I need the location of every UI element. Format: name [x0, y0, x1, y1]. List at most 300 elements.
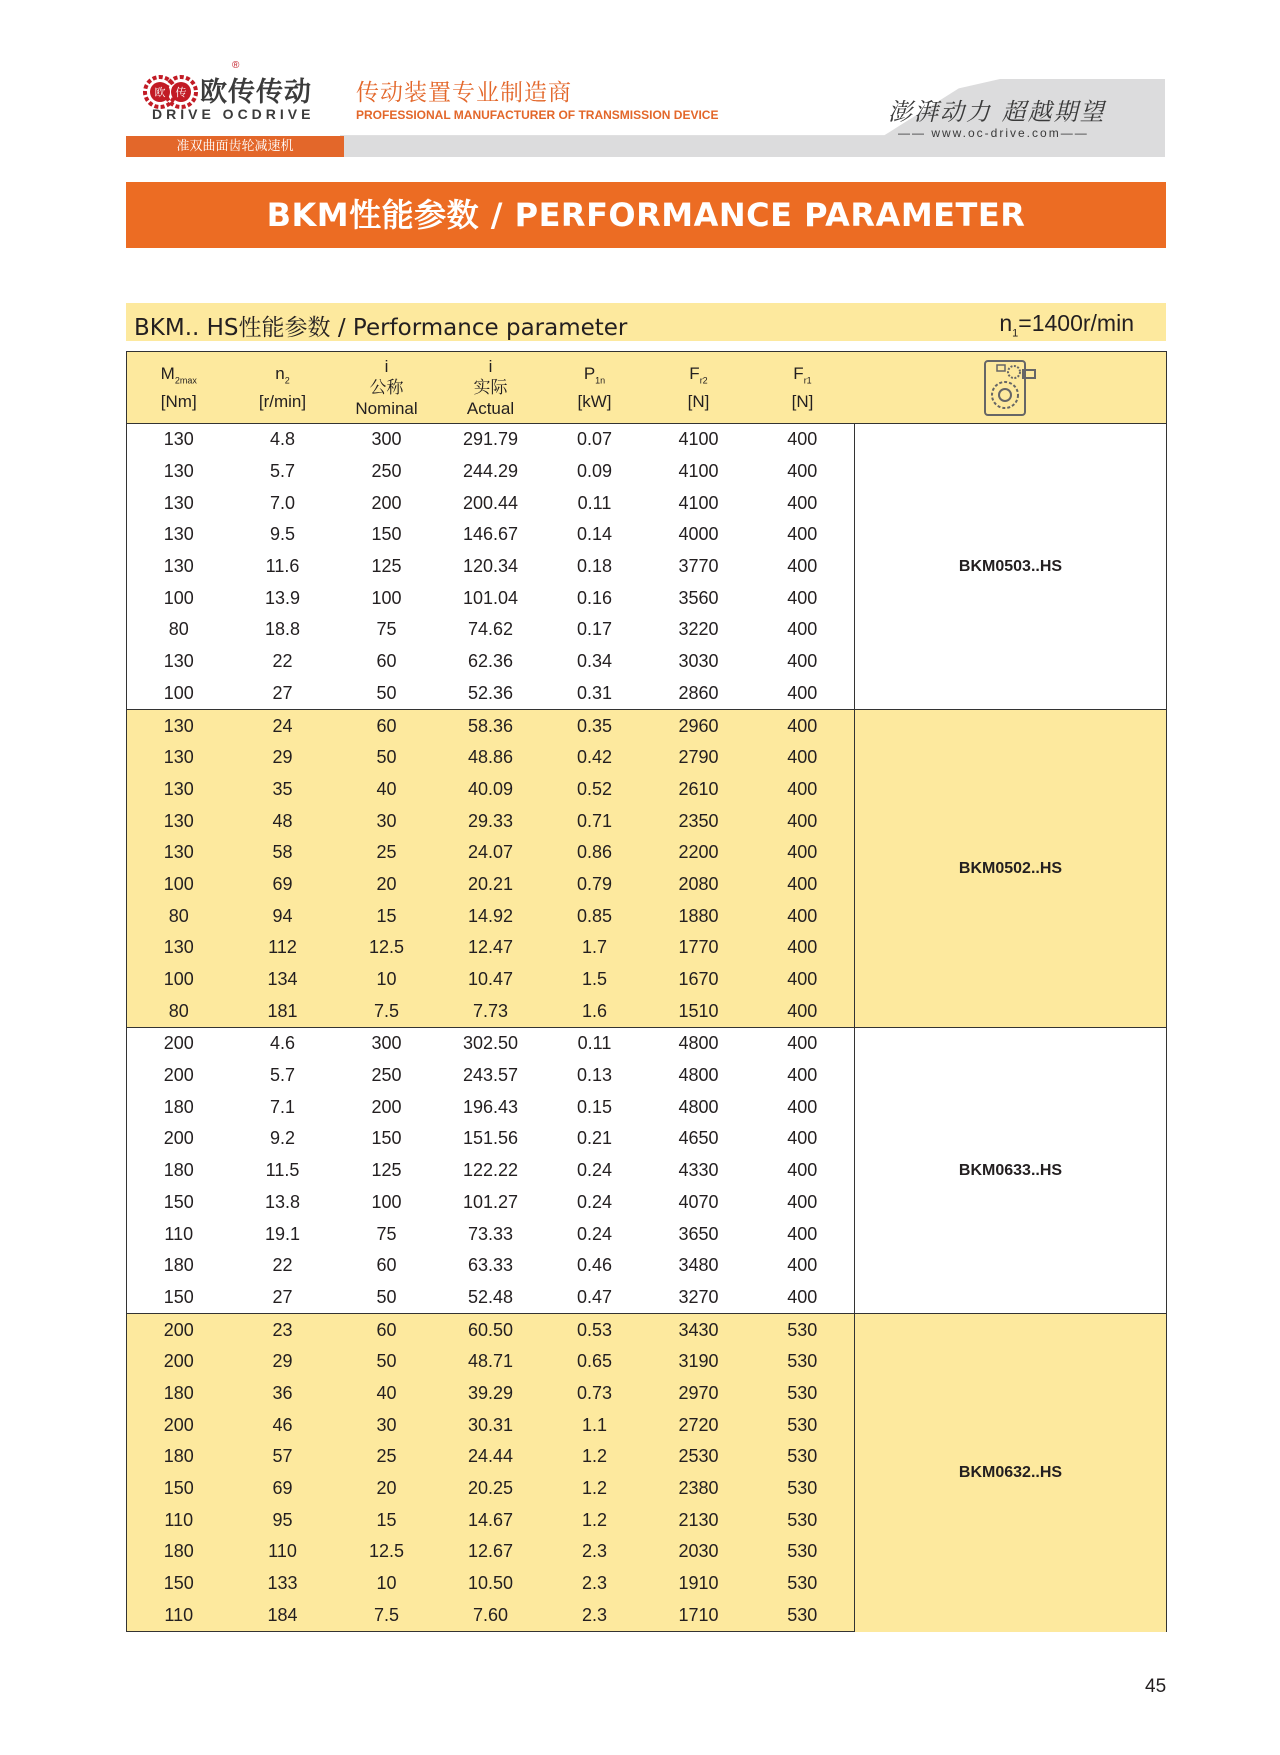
table-cell: 530	[787, 1351, 818, 1372]
table-cell: 36	[272, 1382, 293, 1403]
table-cell: 2970	[678, 1382, 719, 1403]
slogan: 澎湃动力 超越期望	[888, 98, 1106, 126]
table-cell: 400	[751, 424, 855, 456]
table-cell: 12.5	[368, 1541, 405, 1562]
table-cell: 180	[127, 1441, 231, 1473]
table-cell: 400	[787, 873, 818, 894]
subtitle-bar	[126, 303, 1166, 341]
column-header-sub: 2max	[174, 375, 197, 386]
input-speed-value: =1400r/min	[1018, 310, 1134, 336]
table-cell: 1.7	[581, 937, 608, 958]
table-cell: 180	[127, 1536, 231, 1568]
table-cell: 0.18	[576, 556, 613, 577]
table-cell: 13.8	[264, 1191, 301, 1212]
table-cell: 2350	[678, 810, 719, 831]
table-cell: 200	[371, 492, 402, 513]
page-title: BKM性能参数 / PERFORMANCE PARAMETER	[126, 182, 1166, 248]
table-cell: 48.71	[467, 1351, 514, 1372]
table-cell: 12.67	[467, 1541, 514, 1562]
table-cell: 80	[127, 614, 231, 646]
table-cell: 130	[127, 932, 231, 964]
model-label: BKM0502..HS	[855, 710, 1167, 1028]
table-cell: 63.33	[467, 1255, 514, 1276]
table-cell: 3480	[678, 1255, 719, 1276]
model-label: BKM0633..HS	[855, 1028, 1167, 1314]
column-header-unit: [kW]	[577, 392, 612, 412]
table-cell: 400	[787, 1065, 818, 1086]
table-cell: 130	[127, 646, 231, 678]
table-cell: 50	[335, 678, 439, 710]
table-cell: 4.8	[231, 424, 335, 456]
performance-table	[126, 351, 1167, 1632]
table-cell: 130	[127, 774, 231, 806]
table-cell: 100	[127, 678, 231, 710]
table-cell: 130	[127, 710, 231, 742]
table-cell: 4800	[647, 1028, 751, 1060]
table-cell: 18.8	[264, 619, 301, 640]
table-cell: 10	[376, 969, 397, 990]
svg-text:欧: 欧	[154, 86, 166, 99]
table-cell: 196.43	[462, 1096, 519, 1117]
table-cell: 101.04	[462, 587, 519, 608]
table-cell: 1.6	[543, 995, 647, 1027]
table-cell: 0.07	[543, 424, 647, 456]
table-cell: 0.24	[576, 1191, 613, 1212]
column-header-unit: [r/min]	[258, 392, 307, 412]
table-cell: 150	[371, 1128, 402, 1149]
table-cell: 4800	[678, 1096, 719, 1117]
table-cell: 110	[268, 1541, 297, 1562]
table-cell: 4100	[647, 424, 751, 456]
table-cell: 125	[371, 556, 402, 577]
column-header-unit: [N]	[791, 392, 814, 412]
table-cell: 3220	[678, 619, 719, 640]
table-row	[127, 710, 1167, 742]
table-cell: 530	[751, 1314, 855, 1346]
tagline-cn: 传动装置专业制造商	[356, 80, 572, 106]
table-cell: 39.29	[467, 1382, 514, 1403]
table-cell: 400	[751, 710, 855, 742]
table-row	[127, 1314, 1167, 1346]
table-cell: 400	[787, 1255, 818, 1276]
table-cell: 2860	[647, 678, 751, 710]
table-cell: 400	[787, 587, 818, 608]
table-cell: 22	[272, 1255, 293, 1276]
column-header-sub: 2	[284, 375, 290, 386]
table-cell: 2080	[678, 873, 719, 894]
column-header-symbol: n	[275, 363, 285, 383]
column-header-symbol: P	[583, 363, 596, 383]
table-cell: 0.14	[576, 524, 613, 545]
table-cell: 24.07	[467, 842, 514, 863]
table-cell: 0.24	[576, 1160, 613, 1181]
table-cell: 30	[376, 1414, 397, 1435]
table-cell: 0.15	[576, 1096, 613, 1117]
table-cell: 0.11	[543, 1028, 647, 1060]
table-cell: 184	[231, 1599, 335, 1631]
table-cell: 57	[272, 1446, 293, 1467]
table-cell: 48.86	[467, 747, 514, 768]
table-cell: 180	[127, 1378, 231, 1410]
table-cell: 0.31	[543, 678, 647, 710]
table-cell: 4330	[678, 1160, 719, 1181]
table-cell: 130	[127, 456, 231, 488]
table-cell: 58	[272, 842, 293, 863]
table-cell: 5.7	[269, 1065, 296, 1086]
table-cell: 2610	[678, 778, 719, 799]
table-cell: 15	[376, 905, 397, 926]
table-cell: 25	[376, 842, 397, 863]
column-header-unit: Nominal	[355, 399, 418, 418]
table-cell: 150	[127, 1568, 231, 1600]
table-cell: 0.34	[576, 651, 613, 672]
table-cell: 110	[127, 1599, 231, 1631]
table-cell: 130	[127, 424, 231, 456]
table-cell: 52.36	[439, 678, 543, 710]
table-cell: 13.9	[264, 587, 301, 608]
table-cell: 7.60	[439, 1599, 543, 1631]
table-cell: 130	[127, 551, 231, 583]
input-speed-symbol: n	[999, 310, 1013, 336]
table-cell: 4650	[678, 1128, 719, 1149]
table-cell: 5.7	[269, 461, 296, 482]
table-cell: 112	[268, 937, 297, 958]
table-cell: 4800	[678, 1065, 719, 1086]
column-header-cn: 实际	[473, 378, 508, 397]
table-cell: 400	[787, 905, 818, 926]
table-cell: 3770	[678, 556, 719, 577]
table-cell: 25	[376, 1446, 397, 1467]
table-cell: 200.44	[462, 492, 519, 513]
table-cell: 0.35	[543, 710, 647, 742]
column-header-sub: r1	[803, 375, 812, 386]
table-cell: 0.16	[576, 587, 613, 608]
table-cell: 530	[751, 1599, 855, 1631]
table-cell: 400	[787, 937, 818, 958]
brand-name-cn: 欧传传动	[200, 77, 312, 108]
table-cell: 50	[376, 747, 397, 768]
table-cell: 2.3	[581, 1573, 608, 1594]
table-cell: 95	[272, 1509, 293, 1530]
table-cell: 100	[371, 1191, 402, 1212]
table-cell: 69	[272, 873, 293, 894]
table-cell: 400	[787, 842, 818, 863]
table-cell: 4000	[678, 524, 719, 545]
table-cell: 400	[787, 1160, 818, 1181]
table-cell: 60	[376, 1255, 397, 1276]
table-cell: 20.25	[467, 1478, 514, 1499]
table-cell: 244.29	[462, 461, 519, 482]
table-cell: 130	[127, 519, 231, 551]
table-cell: 19.1	[264, 1223, 301, 1244]
table-cell: 400	[751, 1028, 855, 1060]
page-number: 45	[1145, 1676, 1167, 1697]
table-cell: 400	[787, 1223, 818, 1244]
table-cell: 243.57	[462, 1065, 519, 1086]
table-cell: 0.42	[576, 747, 613, 768]
table-cell: 300	[335, 1028, 439, 1060]
table-cell: 7.73	[439, 995, 543, 1027]
column-header-unit: [N]	[687, 392, 710, 412]
table-cell: 150	[127, 1282, 231, 1314]
table-cell: 0.24	[576, 1223, 613, 1244]
table-cell: 73.33	[467, 1223, 514, 1244]
table-cell: 62.36	[467, 651, 514, 672]
table-cell: 58.36	[439, 710, 543, 742]
table-cell: 12.47	[467, 937, 514, 958]
table-cell: 0.85	[576, 905, 613, 926]
table-cell: 69	[272, 1478, 293, 1499]
table-cell: 27	[231, 1282, 335, 1314]
table-cell: 180	[127, 1091, 231, 1123]
table-cell: 146.67	[462, 524, 519, 545]
table-cell: 10.47	[467, 969, 514, 990]
table-cell: 1.2	[581, 1509, 608, 1530]
table-cell: 250	[371, 1065, 402, 1086]
table-cell: 110	[127, 1504, 231, 1536]
table-cell: 180	[127, 1155, 231, 1187]
table-cell: 50	[376, 1351, 397, 1372]
table-cell: 530	[787, 1541, 818, 1562]
table-cell: 200	[127, 1409, 231, 1441]
table-row	[127, 1028, 1167, 1060]
table-cell: 3560	[678, 587, 719, 608]
table-row	[127, 424, 1167, 456]
table-cell: 400	[787, 1128, 818, 1149]
table-cell: 94	[272, 905, 293, 926]
table-cell: 400	[787, 969, 818, 990]
table-cell: 40.09	[467, 778, 514, 799]
table-cell: 1.2	[581, 1446, 608, 1467]
table-cell: 24.44	[467, 1446, 514, 1467]
table-cell: 4.6	[231, 1028, 335, 1060]
table-cell: 0.71	[576, 810, 613, 831]
table-cell: 200	[127, 1028, 231, 1060]
table-cell: 200	[371, 1096, 402, 1117]
table-cell: 48	[272, 810, 293, 831]
table-cell: 40	[376, 778, 397, 799]
table-cell: 2.3	[581, 1541, 608, 1562]
table-cell: 530	[787, 1414, 818, 1435]
table-cell: 101.27	[462, 1191, 519, 1212]
table-cell: 125	[371, 1160, 402, 1181]
table-cell: 3190	[678, 1351, 719, 1372]
table-cell: 0.73	[576, 1382, 613, 1403]
table-cell: 1910	[678, 1573, 719, 1594]
table-cell: 400	[751, 678, 855, 710]
table-cell: 400	[787, 524, 818, 545]
column-header	[127, 352, 231, 424]
table-cell: 10	[376, 1573, 397, 1594]
table-cell: 1880	[678, 905, 719, 926]
table-cell: 0.65	[576, 1351, 613, 1372]
svg-text:传: 传	[175, 86, 187, 99]
table-cell: 2960	[647, 710, 751, 742]
table-cell: 150	[127, 1187, 231, 1219]
table-cell: 0.17	[576, 619, 613, 640]
table-cell: 40	[376, 1382, 397, 1403]
table-cell: 400	[787, 461, 818, 482]
table-cell: 4100	[678, 461, 719, 482]
table-cell: 1670	[678, 969, 719, 990]
table-cell: 302.50	[439, 1028, 543, 1060]
table-cell: 110	[127, 1218, 231, 1250]
table-cell: 10.50	[467, 1573, 514, 1594]
table-cell: 14.92	[467, 905, 514, 926]
table-cell: 11.6	[265, 556, 300, 577]
table-cell: 15	[376, 1509, 397, 1530]
table-cell: 60.50	[439, 1314, 543, 1346]
column-header-symbol: F	[793, 363, 804, 383]
table-body	[127, 424, 1167, 1632]
table-cell: 0.46	[576, 1255, 613, 1276]
table-cell: 74.62	[467, 619, 514, 640]
table-cell: 9.2	[269, 1128, 296, 1149]
table-cell: 150	[371, 524, 402, 545]
table-cell: 3270	[647, 1282, 751, 1314]
model-label: BKM0632..HS	[855, 1314, 1167, 1632]
subtitle-left: BKM.. HS性能参数 / Performance parameter	[134, 315, 628, 341]
table-cell: 20	[376, 873, 397, 894]
column-header-unit: Actual	[466, 399, 515, 418]
table-cell: 130	[127, 742, 231, 774]
column-header-sub: 1n	[595, 375, 606, 386]
table-cell: 530	[787, 1446, 818, 1467]
table-cell: 400	[787, 651, 818, 672]
table-cell: 2130	[678, 1509, 719, 1530]
table-cell: 130	[127, 837, 231, 869]
category-tab: 准双曲面齿轮减速机	[126, 136, 344, 157]
table-cell: 130	[127, 487, 231, 519]
table-cell: 291.79	[439, 424, 543, 456]
column-header	[543, 352, 647, 424]
table-cell: 0.21	[576, 1128, 613, 1149]
table-cell: 0.52	[576, 778, 613, 799]
column-header-symbol: i	[384, 357, 389, 376]
column-header-unit: [Nm]	[160, 392, 197, 412]
table-cell: 4100	[678, 492, 719, 513]
table-cell: 11.5	[265, 1160, 300, 1181]
table-cell: 400	[751, 995, 855, 1027]
table-cell: 0.47	[543, 1282, 647, 1314]
table-cell: 0.86	[576, 842, 613, 863]
table-cell: 100	[371, 587, 402, 608]
table-cell: 400	[787, 778, 818, 799]
table-cell: 400	[787, 492, 818, 513]
table-cell: 400	[787, 619, 818, 640]
table-cell: 0.09	[576, 461, 613, 482]
column-header-symbol: F	[689, 363, 700, 383]
table-cell: 530	[787, 1478, 818, 1499]
table-cell: 151.56	[462, 1128, 519, 1149]
table-cell: 24	[231, 710, 335, 742]
table-cell: 400	[787, 556, 818, 577]
table-cell: 7.5	[335, 995, 439, 1027]
table-cell: 0.13	[576, 1065, 613, 1086]
table-cell: 4070	[678, 1191, 719, 1212]
table-cell: 122.22	[462, 1160, 519, 1181]
table-cell: 200	[127, 1346, 231, 1378]
table-cell: 150	[127, 1473, 231, 1505]
table-cell: 134	[267, 969, 298, 990]
table-cell: 60	[376, 651, 397, 672]
table-cell: 14.67	[467, 1509, 514, 1530]
table-cell: 200	[127, 1060, 231, 1092]
column-header	[647, 352, 751, 424]
table-cell: 0.53	[543, 1314, 647, 1346]
table-cell: 530	[787, 1509, 818, 1530]
registered-mark: ®	[232, 60, 240, 71]
column-header	[335, 352, 439, 424]
brand-name-en: DRIVE OCDRIVE	[152, 106, 315, 122]
table-cell: 23	[231, 1314, 335, 1346]
table-cell: 1770	[678, 937, 719, 958]
table-cell: 7.1	[269, 1096, 296, 1117]
model-label: BKM0503..HS	[855, 424, 1167, 710]
table-cell: 9.5	[269, 524, 296, 545]
table-cell: 133	[267, 1573, 298, 1594]
table-cell: 22	[272, 651, 293, 672]
table-cell: 80	[127, 900, 231, 932]
table-cell: 52.48	[439, 1282, 543, 1314]
table-cell: 29.33	[467, 810, 514, 831]
table-cell: 0.11	[577, 492, 612, 513]
table-cell: 400	[751, 1282, 855, 1314]
table-cell: 3650	[678, 1223, 719, 1244]
table-cell: 400	[787, 1191, 818, 1212]
table-cell: 75	[376, 619, 397, 640]
tagline-en: PROFESSIONAL MANUFACTURER OF TRANSMISSION DEVICE	[356, 108, 719, 122]
table-cell: 180	[127, 1250, 231, 1282]
table-cell: 530	[787, 1573, 818, 1594]
gearbox-icon	[979, 357, 1041, 419]
table-cell: 130	[127, 805, 231, 837]
table-cell: 400	[787, 747, 818, 768]
table-cell: 100	[127, 964, 231, 996]
table-cell: 2200	[678, 842, 719, 863]
column-header-symbol: i	[488, 357, 493, 376]
table-cell: 20.21	[467, 873, 514, 894]
table-cell: 250	[371, 461, 402, 482]
table-cell: 100	[127, 582, 231, 614]
table-header-row	[127, 352, 1167, 424]
table-cell: 530	[787, 1382, 818, 1403]
table-cell: 3430	[647, 1314, 751, 1346]
table-cell: 35	[272, 778, 293, 799]
table-cell: 20	[376, 1478, 397, 1499]
table-cell: 1710	[647, 1599, 751, 1631]
column-header	[751, 352, 855, 424]
website-link[interactable]: —— www.oc-drive.com——	[898, 126, 1089, 140]
table-cell: 3030	[678, 651, 719, 672]
table-cell: 2030	[678, 1541, 719, 1562]
table-cell: 80	[127, 995, 231, 1027]
table-cell: 2.3	[543, 1599, 647, 1631]
model-column-header	[855, 352, 1167, 424]
column-header-symbol: M	[160, 363, 175, 383]
table-cell: 60	[335, 710, 439, 742]
table-cell: 1.1	[581, 1414, 608, 1435]
table-cell: 181	[231, 995, 335, 1027]
table-cell: 30	[376, 810, 397, 831]
column-header	[439, 352, 543, 424]
table-cell: 2790	[678, 747, 719, 768]
table-cell: 1.2	[581, 1478, 608, 1499]
table-cell: 7.0	[269, 492, 296, 513]
table-cell: 7.5	[335, 1599, 439, 1631]
table-cell: 2530	[678, 1446, 719, 1467]
table-cell: 1510	[647, 995, 751, 1027]
